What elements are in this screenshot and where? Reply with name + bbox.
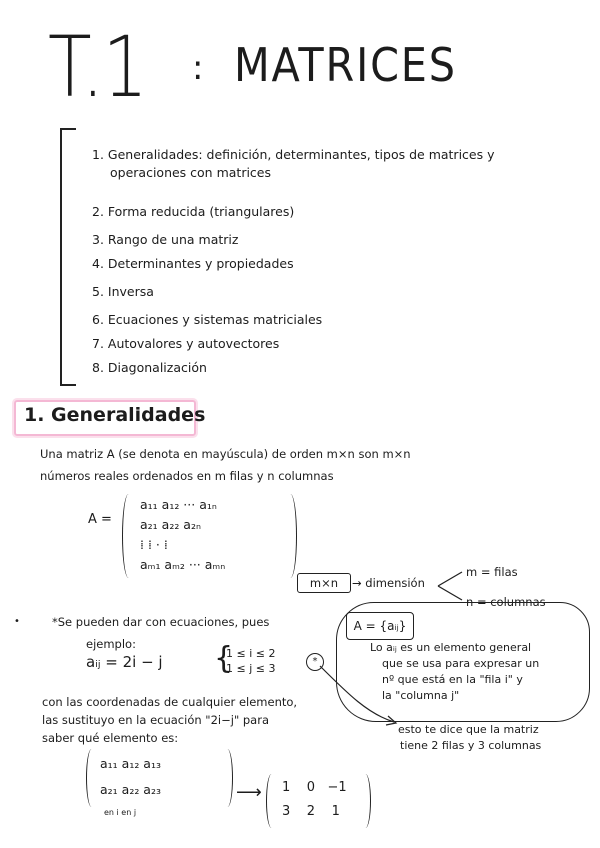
symbolic-matrix-paren-left — [86, 749, 97, 807]
toc-item: 8. Diagonalización — [92, 360, 207, 375]
dimension-label: → dimensión — [352, 576, 425, 590]
toc-item: 5. Inversa — [92, 284, 154, 299]
numeric-matrix-row: 3 2 1 — [282, 804, 340, 819]
toc-item — [92, 146, 542, 182]
example-equation: aᵢⱼ = 2i − j — [86, 653, 163, 671]
symbolic-matrix-paren-right — [222, 749, 233, 807]
annotation-line-1: esto te dice que la matriz — [398, 723, 539, 736]
intro-line-2: números reales ordenados en m filas y n columnas — [40, 469, 334, 483]
cloud-line-3: nº que está en la "fila i" y — [382, 673, 523, 686]
numeric-matrix-paren-left — [266, 774, 277, 828]
note-line-1: *Se pueden dar con ecuaciones, pues — [52, 615, 270, 629]
toc-item: 3. Rango de una matriz — [92, 232, 239, 247]
dimension-box: m×n — [297, 573, 351, 593]
page-title: MATRICES — [234, 38, 457, 92]
rows-note: m = filas — [466, 565, 518, 579]
conditions-brace: { — [214, 641, 234, 676]
symbolic-matrix-row: a₁₁ a₁₂ a₁₃ — [100, 756, 161, 771]
explanation-line-3: saber qué elemento es: — [42, 731, 179, 745]
condition-j: 1 ≤ j ≤ 3 — [226, 662, 276, 675]
matrix-row: a₁₁ a₁₂ ··· a₁ₙ — [140, 497, 217, 512]
example-label: ejemplo: — [86, 637, 136, 651]
cols-note: n = columnas — [466, 595, 546, 609]
matrix-label: A = — [88, 512, 112, 527]
matrix-row: aₘ₁ aₘ₂ ··· aₘₙ — [140, 557, 226, 572]
toc-item: 7. Autovalores y autovectores — [92, 336, 280, 351]
intro-line-1: Una matriz A (se denota en mayúscula) de orden m×n son m×n — [40, 447, 411, 461]
annotation-line-2: tiene 2 filas y 3 columnas — [400, 739, 542, 752]
annotation-arrow — [318, 664, 398, 728]
cloud-line-4: la "columna j" — [382, 689, 460, 702]
matrix-row: ⁞ ⁞ · ⁞ — [140, 537, 168, 552]
toc-item: 4. Determinantes y propiedades — [92, 256, 294, 271]
symbolic-matrix-row: a₂₁ a₂₂ a₂₃ — [100, 782, 161, 797]
toc-item: 2. Forma reducida (triangulares) — [92, 204, 295, 219]
cloud-line-1: Lo aᵢⱼ es un elemento general — [370, 641, 532, 654]
general-element-formula: A = {aᵢⱼ} — [346, 612, 414, 640]
toc-item-label: 1. Generalidades: definición, determinantes, tipos de matrices y — [92, 147, 495, 162]
explanation-line-1: con las coordenadas de cualquier elemento, — [42, 695, 298, 709]
toc-item: 6. Ecuaciones y sistemas matriciales — [92, 312, 323, 327]
numeric-matrix-paren-right — [360, 774, 371, 828]
title-prefix: T.1 — [48, 18, 147, 116]
toc-bracket — [60, 128, 76, 386]
conditions — [226, 646, 275, 676]
cloud-line-2: que se usa para expresar un — [382, 657, 540, 670]
dimension-branch-arrows — [436, 566, 466, 606]
numeric-matrix-row: 1 0 −1 — [282, 780, 347, 795]
explanation-line-2: las sustituyo en la ecuación "2i−j" para — [42, 713, 270, 727]
table-of-contents — [92, 146, 542, 380]
matrix-row: a₂₁ a₂₂ a₂ₙ — [140, 517, 201, 532]
section-title: 1. Generalidades — [24, 404, 206, 426]
note-bullet: • — [14, 616, 20, 627]
result-arrow: ⟶ — [236, 782, 262, 803]
index-note: en i en j — [104, 808, 137, 817]
circled-mark: * — [306, 653, 324, 671]
condition-i: 1 ≤ i ≤ 2 — [226, 647, 276, 660]
toc-item-continuation: operaciones con matrices — [110, 165, 272, 180]
general-matrix — [128, 495, 296, 577]
title-colon: : — [192, 48, 204, 88]
